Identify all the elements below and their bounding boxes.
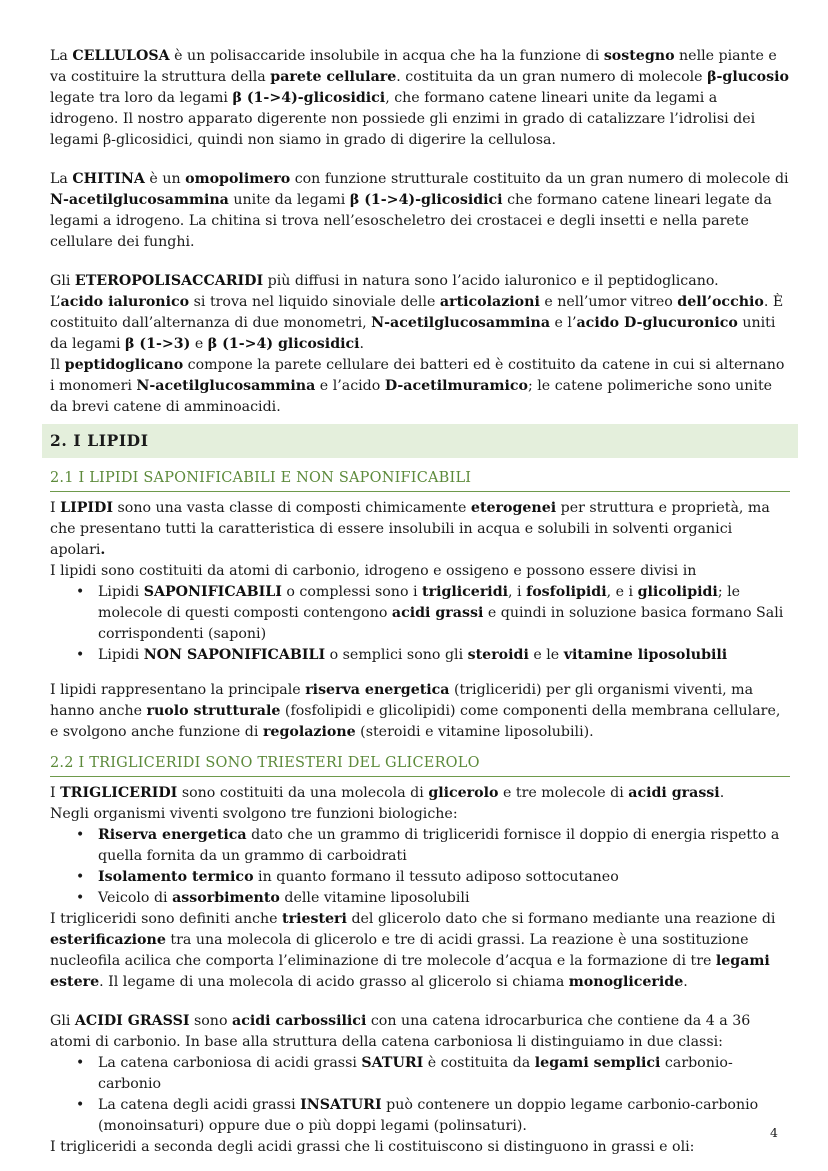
text: unite da legami — [228, 192, 350, 208]
text: . — [683, 974, 688, 990]
text: (steroidi e vitamine liposolubili). — [355, 724, 594, 740]
term: N-acetilglucosammina — [50, 192, 229, 208]
text: e l’ — [550, 315, 577, 331]
term: N-acetilglucosammina — [136, 378, 316, 394]
text: , i — [508, 584, 527, 600]
text: La — [50, 171, 73, 187]
document-page — [50, 46, 790, 1158]
paragraph-acido-ialuronico — [50, 292, 790, 355]
text: compone la parete cellulare dei batteri ed è costituito da catene in cui si alternano i monomeri — [50, 357, 785, 394]
term: β-glucosio — [707, 69, 789, 85]
text: o complessi sono i — [281, 584, 423, 600]
term: Isolamento termico — [98, 869, 254, 885]
text: più diffusi in natura sono l’acido ialuronico e il peptidoglicano. — [263, 273, 719, 289]
text: è un polisaccaride insolubile in acqua che ha la funzione di — [169, 48, 604, 64]
text: è costituita da — [423, 1055, 535, 1071]
text: sono — [189, 1013, 232, 1029]
term: articolazioni — [439, 294, 540, 310]
term: steroidi — [467, 647, 529, 663]
text: e l’acido — [315, 378, 385, 394]
text: nelle piante e va costituire la struttura della — [50, 48, 777, 85]
text: e nell’umor vitreo — [539, 294, 678, 310]
text: Lipidi — [98, 584, 144, 600]
list-item — [98, 867, 790, 888]
text: del glicerolo dato che si formano mediante una reazione di — [346, 911, 776, 927]
term: β (1->4) glicosidici — [207, 336, 360, 352]
term: legami estere — [50, 953, 770, 990]
text: . — [719, 785, 725, 801]
term: SATURI — [361, 1055, 424, 1071]
text: e tre molecole di — [498, 785, 629, 801]
term: β (1->4)-glicosidici — [232, 90, 386, 106]
text: e le — [528, 647, 564, 663]
term: parete cellulare — [270, 69, 397, 85]
list-item — [98, 1053, 790, 1095]
term: riserva energetica — [305, 682, 450, 698]
text: I lipidi rappresentano la principale — [50, 682, 306, 698]
text: Il — [50, 357, 65, 373]
term-chitina: CHITINA — [72, 171, 145, 187]
paragraph-lipidi-intro — [50, 498, 790, 561]
text: . È costituito dall’alternanza di due monometri, — [50, 294, 784, 331]
text: sono una vasta classe di composti chimicamente — [112, 500, 471, 516]
term: vitamine liposolubili — [563, 647, 728, 663]
term: ACIDI GRASSI — [74, 1013, 190, 1029]
text: La catena degli acidi grassi — [98, 1097, 301, 1113]
text: che formano catene lineari legate da legami a idrogeno. La chitina si trova nell’esoscheletro dei crostacei e degli insetti e nella parete cellulare dei funghi. — [50, 192, 772, 250]
list-trigliceridi-functions — [50, 825, 790, 909]
text: (trigliceridi) per gli organismi viventi, ma hanno anche — [50, 682, 754, 719]
term: eterogenei — [470, 500, 557, 516]
term: acido ialuronico — [60, 294, 190, 310]
term: Riserva energetica — [98, 827, 247, 843]
text: Lipidi — [98, 647, 144, 663]
term: sostegno — [603, 48, 675, 64]
term: β (1->3) — [125, 336, 191, 352]
text: L’ — [50, 294, 61, 310]
list-item — [98, 825, 790, 867]
term: omopolimero — [185, 171, 291, 187]
term: D-acetilmuramico — [384, 378, 528, 394]
text: dato che un grammo di trigliceridi fornisce il doppio di energia rispetto a quella fornita da un grammo di carboidrati — [98, 827, 780, 864]
subsection-heading-trigliceridi: 2.2 I TRIGLICERIDI SONO TRIESTERI DEL GLICEROLO — [50, 753, 790, 777]
section-heading-lipidi: 2. I LIPIDI — [42, 424, 798, 458]
text: . — [359, 336, 365, 352]
text: si trova nel liquido sinoviale delle — [189, 294, 440, 310]
list-item — [98, 645, 790, 666]
text: è un — [144, 171, 186, 187]
text: Gli — [50, 273, 75, 289]
text: , che formano catene lineari unite da legami a idrogeno. Il nostro apparato digerente non possiede gli enzimi in grado di catalizzare l’idrolisi dei legami β-glicosidici, quindi non siamo in grado di digerire la cellulosa. — [50, 90, 756, 148]
text: tra una molecola di glicerolo e tre di acidi grassi. La reazione è una sostituzione nucleofila acilica che comporta l’eliminazione di tre molecole d’acqua e la formazione di tre — [50, 932, 749, 969]
term: SAPONIFICABILI — [143, 584, 282, 600]
list-item — [98, 1095, 790, 1137]
paragraph-grassi-oli: I trigliceridi a seconda degli acidi grassi che li costituiscono si distinguono in grassi e oli: — [50, 1139, 695, 1155]
term: monogliceride — [568, 974, 684, 990]
text: . Il legame di una molecola di acido grasso al glicerolo si chiama — [99, 974, 569, 990]
paragraph-acidi-grassi — [50, 1011, 790, 1053]
term: assorbimento — [172, 890, 280, 906]
term: acidi carbossilici — [232, 1013, 367, 1029]
list-acidi-grassi-classes — [50, 1053, 790, 1137]
paragraph-cellulosa — [50, 46, 790, 151]
paragraph-peptidoglicano — [50, 355, 790, 418]
list-item — [98, 582, 790, 645]
term: acidi grassi — [628, 785, 720, 801]
term: ETEROPOLISACCARIDI — [74, 273, 264, 289]
term: ruolo strutturale — [146, 703, 281, 719]
term: acidi grassi — [391, 605, 484, 621]
text: con una catena idrocarburica che contiene da 4 a 36 atomi di carbonio. In base alla struttura della catena carboniosa li distinguiamo in due classi: — [50, 1013, 751, 1050]
page-number: 4 — [770, 1125, 778, 1140]
term: triesteri — [282, 911, 347, 927]
paragraph-trigliceridi-functions: Negli organismi viventi svolgono tre funzioni biologiche: — [50, 806, 458, 822]
term: esterificazione — [50, 932, 166, 948]
text: La catena carboniosa di acidi grassi — [98, 1055, 362, 1071]
term-cellulosa: CELLULOSA — [72, 48, 170, 64]
text: uniti da legami — [50, 315, 776, 352]
text: può contenere un doppio legame carbonio-carbonio (monoinsaturi) oppure due o più doppi legami (polinsaturi). — [98, 1097, 759, 1134]
text: Veicolo di — [98, 890, 173, 906]
list-lipid-classes — [50, 582, 790, 666]
term: regolazione — [262, 724, 356, 740]
text: ; le molecole di questi composti contengono — [98, 584, 741, 621]
term: fosfolipidi — [526, 584, 607, 600]
text: (fosfolipidi e glicolipidi) come componenti della membrana cellulare, e svolgono anche funzione di — [50, 703, 781, 740]
text: , e i — [606, 584, 638, 600]
text: carbonio-carbonio — [98, 1055, 733, 1092]
text: I trigliceridi sono definiti anche — [50, 911, 283, 927]
term: TRIGLICERIDI — [60, 785, 178, 801]
text: sono costituiti da una molecola di — [177, 785, 429, 801]
text: I — [50, 785, 61, 801]
paragraph-trigliceridi-intro — [50, 783, 790, 804]
term: acido D-glucuronico — [576, 315, 738, 331]
text: I — [50, 500, 61, 516]
text: in quanto formano il tessuto adiposo sottocutaneo — [253, 869, 619, 885]
list-item — [98, 888, 790, 909]
term: legami semplici — [534, 1055, 661, 1071]
text: ; le catene polimeriche sono unite da brevi catene di amminoacidi. — [50, 378, 773, 415]
paragraph-eteropolisaccaridi — [50, 271, 790, 292]
text: o semplici sono gli — [325, 647, 468, 663]
paragraph-lipidi-roles — [50, 680, 790, 743]
term: peptidoglicano — [64, 357, 184, 373]
paragraph-chitina — [50, 169, 790, 253]
term: . — [100, 542, 106, 558]
text: legate tra loro da legami — [50, 90, 233, 106]
text: e — [190, 336, 208, 352]
text: delle vitamine liposolubili — [279, 890, 470, 906]
text: . costituita da un gran numero di molecole — [396, 69, 708, 85]
paragraph-triesteri — [50, 909, 790, 993]
text: Gli — [50, 1013, 75, 1029]
term: β (1->4)-glicosidici — [349, 192, 503, 208]
term: dell’occhio — [677, 294, 764, 310]
subsection-heading-saponificabili: 2.1 I LIPIDI SAPONIFICABILI E NON SAPONIFICABILI — [50, 468, 790, 492]
term: LIPIDI — [60, 500, 113, 516]
term: N-acetilglucosammina — [371, 315, 551, 331]
text: La — [50, 48, 73, 64]
text: con funzione strutturale costituito da un gran numero di molecole di — [290, 171, 789, 187]
text: per struttura e proprietà, ma che presentano tutti la caratteristica di essere insolubili in acqua e solubili in solventi organici apolari — [50, 500, 770, 558]
term: glicerolo — [428, 785, 499, 801]
term: INSATURI — [300, 1097, 382, 1113]
text: e quindi in soluzione basica formano Sali corrispondenti (saponi) — [98, 605, 784, 642]
term: glicolipidi — [637, 584, 718, 600]
term: trigliceridi — [422, 584, 509, 600]
paragraph-lipidi-division: I lipidi sono costituiti da atomi di carbonio, idrogeno e ossigeno e possono essere divisi in — [50, 563, 697, 579]
term: NON SAPONIFICABILI — [143, 647, 326, 663]
